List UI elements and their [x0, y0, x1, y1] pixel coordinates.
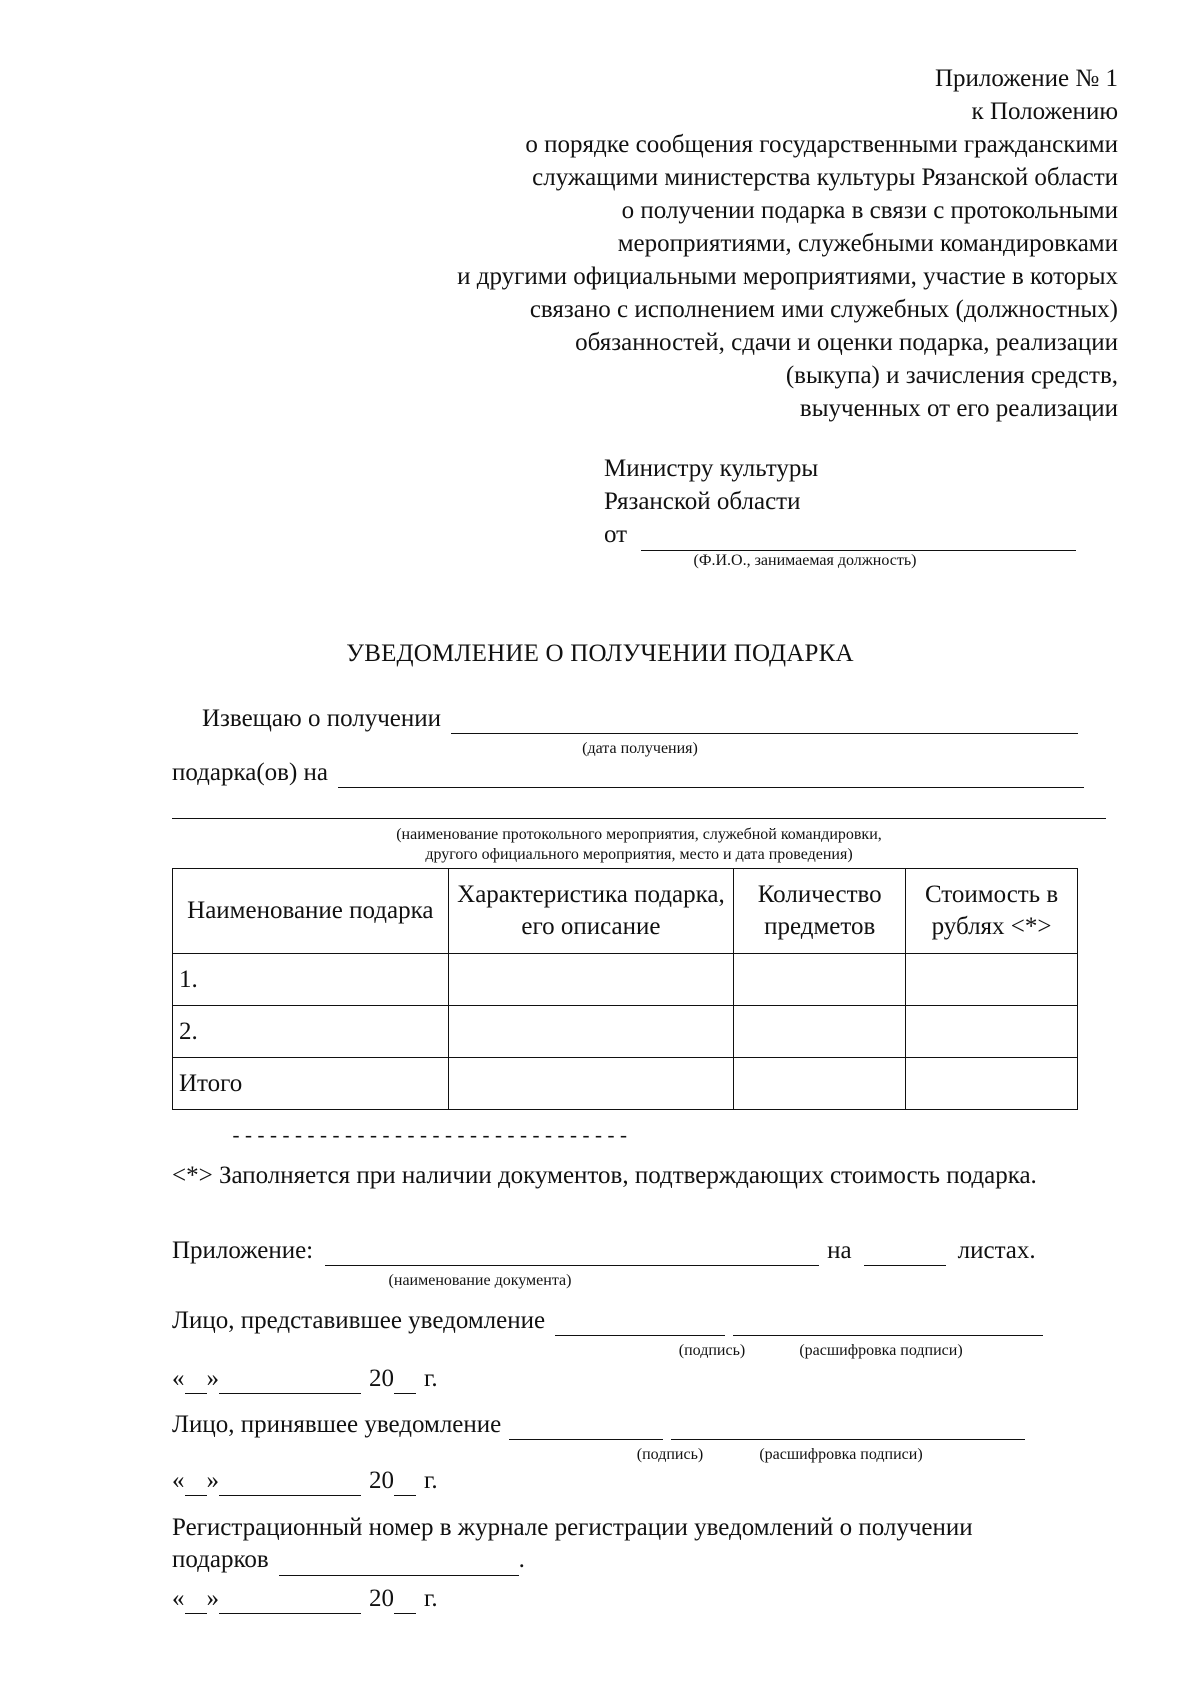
date-month-line[interactable] — [219, 1471, 361, 1496]
header-line: обязанностей, сдачи и оценки подарка, реализации — [575, 329, 1118, 356]
event-line-2[interactable] — [172, 808, 1106, 819]
gifts-table — [172, 868, 1078, 1110]
date-close-quote: » — [206, 1467, 219, 1494]
col-header-quantity: Количество предметов — [734, 869, 906, 954]
table-cell[interactable] — [448, 1006, 734, 1058]
table-row — [173, 1006, 1078, 1058]
date-year-suffix: г. — [424, 1467, 438, 1494]
footnote-separator: -------------------------------- — [230, 1126, 631, 1149]
submitter-signature-line[interactable] — [555, 1311, 725, 1336]
date-year-prefix: 20 — [369, 1585, 394, 1612]
attachment-sheets-label: листах. — [957, 1237, 1036, 1264]
registration-text: Регистрационный номер в журнале регистрации уведомлений о получении — [172, 1514, 973, 1541]
table-row — [173, 1058, 1078, 1110]
submitter-row — [172, 1306, 1043, 1336]
header-line: (выкупа) и зачисления средств, — [785, 362, 1118, 389]
table-cell[interactable] — [448, 954, 734, 1006]
date-open-quote: « — [172, 1365, 185, 1392]
header-line: о получении подарка в связи с протокольными — [621, 197, 1118, 224]
from-field-caption: (Ф.И.О., занимаемая должность) — [693, 552, 917, 569]
header-line: служащими министерства культуры Рязанской области — [532, 164, 1118, 191]
event-caption-2: другого официального мероприятия, место и дата проведения) — [425, 846, 853, 863]
header-line: мероприятиями, служебными командировками — [617, 230, 1118, 257]
gifts-on-label: подарка(ов) на — [172, 759, 329, 786]
footnote-text: <*> Заполняется при наличии документов, подтверждающих стоимость подарка. — [172, 1162, 1037, 1189]
receiver-decoding-caption: (расшифровка подписи) — [759, 1446, 923, 1463]
addressee-line: Министру культуры — [604, 455, 819, 482]
header-line: о порядке сообщения государственными гражданскими — [525, 131, 1118, 158]
table-cell[interactable] — [906, 954, 1078, 1006]
table-row — [173, 954, 1078, 1006]
submitter-decoding-caption: (расшифровка подписи) — [799, 1342, 963, 1359]
table-header-row — [173, 869, 1078, 954]
date-day-line[interactable] — [185, 1471, 207, 1496]
gifts-on-row — [172, 758, 1084, 788]
submitter-decoding-line[interactable] — [733, 1311, 1043, 1336]
registration-block — [172, 1512, 1112, 1576]
header-line: и другими официальными мероприятиями, участие в которых — [457, 263, 1118, 290]
date-year-line[interactable] — [394, 1369, 416, 1394]
table-cell[interactable] — [734, 1006, 906, 1058]
attachment-on-label: на — [827, 1237, 852, 1264]
receiver-decoding-line[interactable] — [671, 1415, 1025, 1440]
row-label: 1. — [173, 954, 449, 1006]
addressee-block — [604, 452, 1076, 551]
row-label: 2. — [173, 1006, 449, 1058]
receiver-signature-caption: (подпись) — [636, 1446, 704, 1463]
date-month-line[interactable] — [219, 1589, 361, 1614]
date-open-quote: « — [172, 1585, 185, 1612]
registration-line-1 — [172, 1512, 1112, 1544]
col-header-name: Наименование подарка — [173, 869, 449, 954]
date-day-line[interactable] — [185, 1369, 207, 1394]
registration-number-line[interactable] — [279, 1551, 519, 1576]
attachment-caption: (наименование документа) — [388, 1272, 572, 1289]
date-year-line[interactable] — [394, 1589, 416, 1614]
attachment-name-line[interactable] — [325, 1241, 819, 1266]
table-cell[interactable] — [448, 1058, 734, 1110]
date-year-line[interactable] — [394, 1471, 416, 1496]
attachment-row — [172, 1236, 1036, 1266]
receiver-signature-line[interactable] — [509, 1415, 663, 1440]
date-close-quote: » — [206, 1365, 219, 1392]
submitter-signature-caption: (подпись) — [678, 1342, 746, 1359]
header-line: Приложение № 1 — [934, 65, 1118, 92]
date-day-line[interactable] — [185, 1589, 207, 1614]
row-label: Итого — [173, 1058, 449, 1110]
submitter-label: Лицо, представившее уведомление — [172, 1307, 546, 1334]
registration-label: подарков — [172, 1546, 269, 1573]
table-cell[interactable] — [734, 954, 906, 1006]
col-header-cost: Стоимость в рублях <*> — [906, 869, 1078, 954]
date-close-quote: » — [206, 1585, 219, 1612]
received-date-caption: (дата получения) — [582, 740, 698, 757]
table-cell[interactable] — [906, 1006, 1078, 1058]
attachment-sheets-line[interactable] — [864, 1241, 946, 1266]
date-year-prefix: 20 — [369, 1365, 394, 1392]
date-month-line[interactable] — [219, 1369, 361, 1394]
date-year-prefix: 20 — [369, 1467, 394, 1494]
date-row — [172, 1466, 438, 1496]
document-title: УВЕДОМЛЕНИЕ О ПОЛУЧЕНИИ ПОДАРКА — [346, 640, 854, 667]
event-line-1[interactable] — [338, 763, 1084, 788]
appendix-header — [298, 62, 1118, 425]
date-open-quote: « — [172, 1467, 185, 1494]
registration-end: . — [518, 1546, 525, 1573]
event-caption-1: (наименование протокольного мероприятия, служебной командировки, — [396, 826, 882, 843]
received-date-line[interactable] — [451, 709, 1078, 734]
table-cell[interactable] — [734, 1058, 906, 1110]
date-year-suffix: г. — [424, 1365, 438, 1392]
date-year-suffix: г. — [424, 1585, 438, 1612]
date-row — [172, 1364, 438, 1394]
received-label: Извещаю о получении — [202, 705, 442, 732]
addressee-from-row — [604, 518, 1076, 551]
header-line: выученных от его реализации — [799, 395, 1118, 422]
from-field-line[interactable] — [641, 526, 1076, 551]
addressee-line: Рязанской области — [604, 488, 801, 515]
date-row — [172, 1584, 438, 1614]
receiver-label: Лицо, принявшее уведомление — [172, 1411, 502, 1438]
receiver-row — [172, 1410, 1025, 1440]
header-line: связано с исполнением ими служебных (должностных) — [529, 296, 1118, 323]
header-line: к Положению — [971, 98, 1118, 125]
received-row — [202, 704, 1078, 734]
registration-line-2 — [172, 1544, 1112, 1576]
col-header-description: Характеристика подарка, его описание — [448, 869, 734, 954]
table-cell[interactable] — [906, 1058, 1078, 1110]
from-label: от — [604, 521, 628, 548]
attachment-label: Приложение: — [172, 1237, 314, 1264]
